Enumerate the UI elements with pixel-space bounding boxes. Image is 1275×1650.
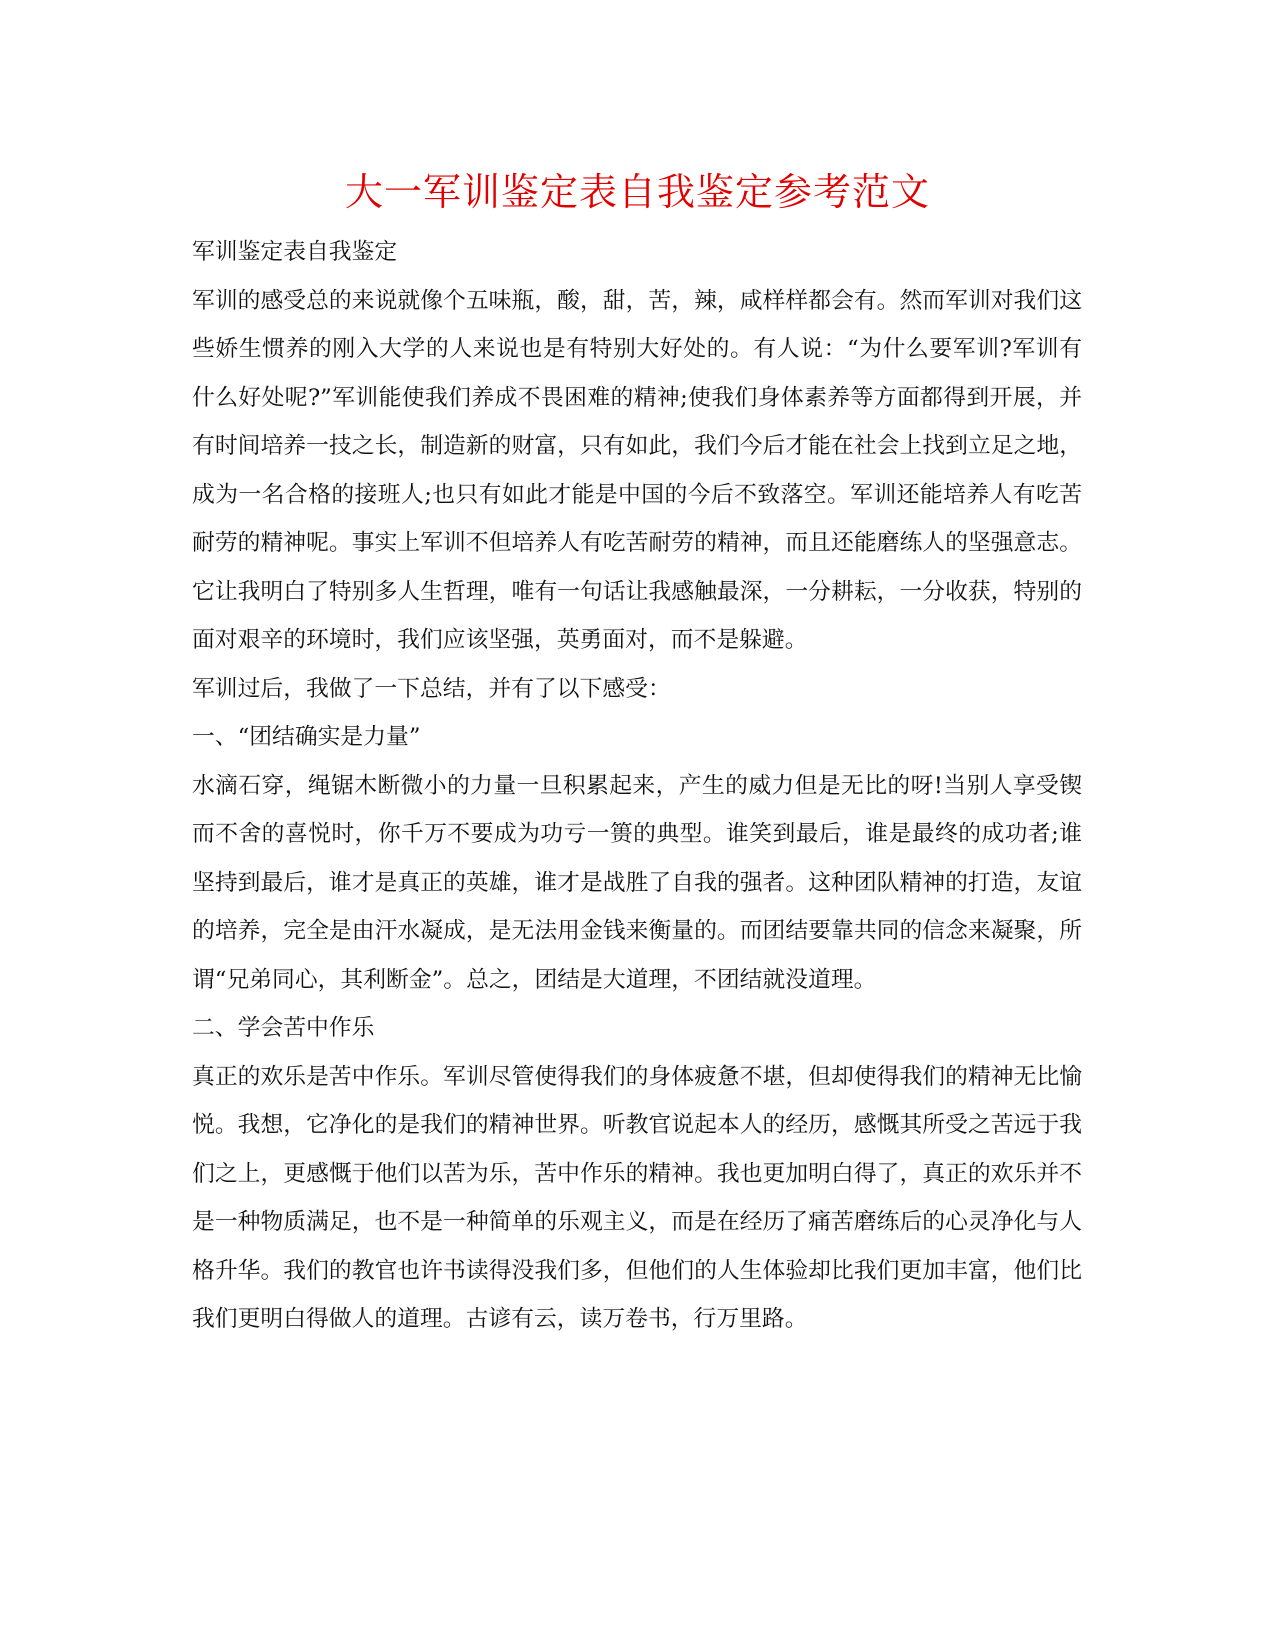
document-title: 大一军训鉴定表自我鉴定参考范文 <box>344 170 930 214</box>
section-heading: 军训鉴定表自我鉴定 <box>192 239 398 265</box>
body-paragraph: 军训的感受总的来说就像个五味瓶，酸，甜，苦，辣，咸样样都会有。然而军训对我们这些娇生惯养的刚入大学的人来说也是有特别大好处的。有人说：“为什么要军训?军训有什么好处呢?”军训能使我们养成不畏困难的精神;使我们身体素养等方面都得到开展，并有时间培养一技之长，制造新的财富，只有如此，我们今后才能在社会上找到立足之地，成为一名合格的接班人;也只有如此才能是中国的今后不致落空。军训还能培养人有吃苦耐劳的精神呢。事实上军训不但培养人有吃苦耐劳的精神，而且还能磨练人的坚强意志。它让我明白了特别多人生哲理，唯有一句话让我感触最深，一分耕耘，一分收获，特别的面对艰辛的环境时，我们应该坚强，英勇面对，而不是躲避。 <box>192 287 1082 653</box>
body-paragraph: 真正的欢乐是苦中作乐。军训尽管使得我们的身体疲惫不堪，但却使得我们的精神无比愉悦。我想，它净化的是我们的精神世界。听教官说起本人的经历，感慨其所受之苦远于我们之上，更感慨于他们以苦为乐，苦中作乐的精神。我也更加明白得了，真正的欢乐并不是一种物质满足，也不是一种简单的乐观主义，而是在经历了痛苦磨练后的心灵净化与人格升华。我们的教官也许书读得没我们多，但他们的人生体验却比我们更加丰富，他们比我们更明白得做人的道理。古谚有云，读万卷书，行万里路。 <box>192 1063 1082 1332</box>
section-heading: 一、“团结确实是力量” <box>192 724 421 750</box>
document-body <box>192 228 1082 1344</box>
body-paragraph: 军训过后，我做了一下总结，并有了以下感受： <box>192 675 671 702</box>
body-paragraph: 水滴石穿，绳锯木断微小的力量一旦积累起来，产生的威力但是无比的呀!当别人享受锲而不舍的喜悦时，你千万不要成为功亏一篑的典型。谁笑到最后，谁是最终的成功者;谁坚持到最后，谁才是真正的英雄，谁才是战胜了自我的强者。这种团队精神的打造，友谊的培养，完全是由汗水凝成，是无法用金钱来衡量的。而团结要靠共同的信念来凝聚，所谓“兄弟同心，其利断金”。总之，团结是大道理，不团结就没道理。 <box>192 772 1082 993</box>
section-heading: 二、学会苦中作乐 <box>192 1015 375 1041</box>
